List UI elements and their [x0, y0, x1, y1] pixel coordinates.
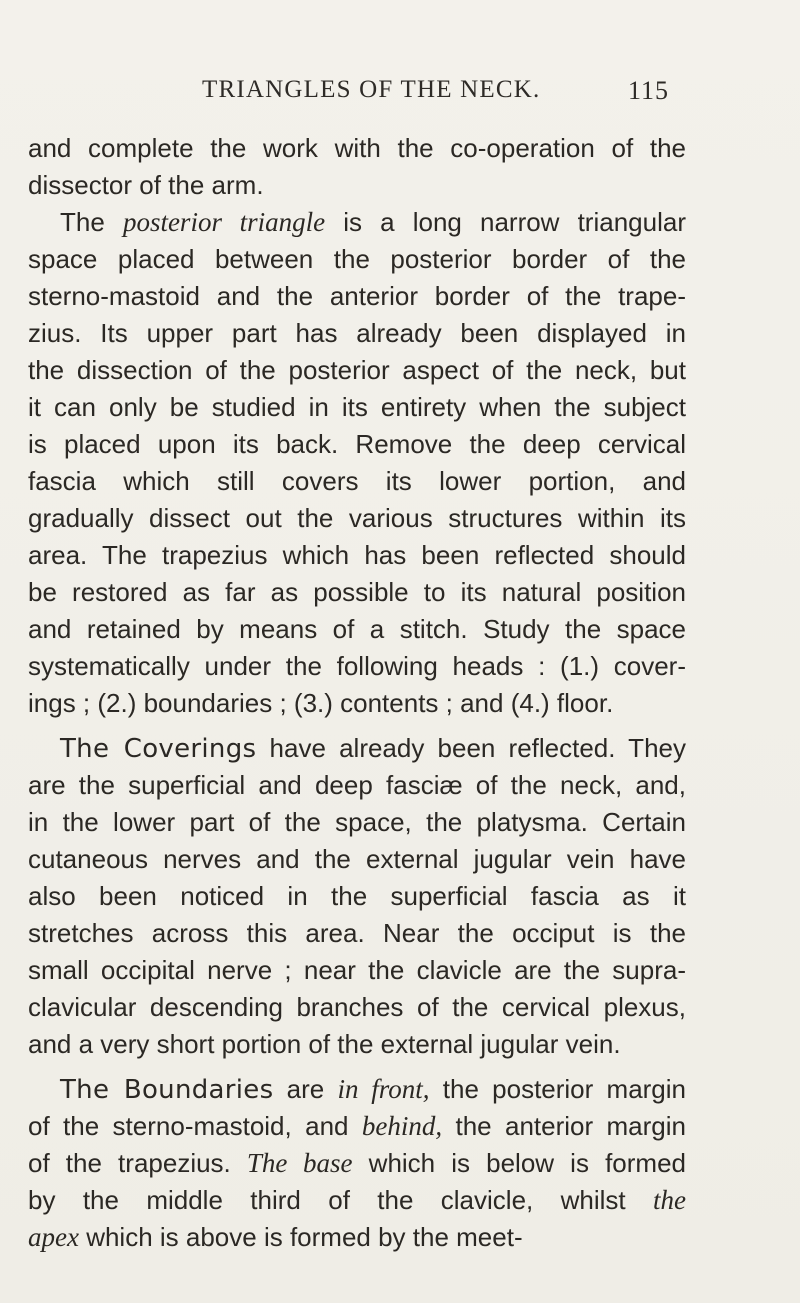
text-run: have already been reflected. They: [256, 733, 686, 763]
text-line: and complete the work with the co-operation of the: [28, 133, 686, 163]
text-line: it can only be studied in its entirety when the subject: [28, 392, 686, 422]
text-line: [28, 1071, 686, 1108]
text-line: clavicular descending branches of the cervical plexus,: [28, 992, 686, 1022]
italic-term: posterior triangle: [122, 207, 326, 237]
text-line: stretches across this area. Near the occiput is the: [28, 918, 686, 948]
text-line: cutaneous nerves and the external jugular vein have: [28, 844, 686, 874]
italic-term: apex: [28, 1222, 79, 1252]
running-title: TRIANGLES OF THE NECK.: [202, 76, 541, 103]
text-line: gradually dissect out the various structures within its: [28, 503, 686, 533]
text-line: and a very short portion of the external jugular vein.: [28, 1029, 621, 1059]
section-heading-coverings: The Coverings: [60, 734, 257, 764]
text-line: ings ; (2.) boundaries ; (3.) contents ; and (4.) floor.: [28, 688, 614, 718]
text-line: dissector of the arm.: [28, 170, 264, 200]
text-line: are the superficial and deep fasciæ of the neck, and,: [28, 770, 686, 800]
text-run: are: [273, 1074, 338, 1104]
text-line: [28, 1182, 686, 1219]
text-line: [28, 730, 686, 767]
text-run: The: [60, 207, 123, 237]
text-line: also been noticed in the superficial fascia as it: [28, 881, 686, 911]
text-line: small occipital nerve ; near the clavicle are the supra-: [28, 955, 686, 985]
text-line: [28, 1145, 686, 1182]
text-run: by the middle third of the clavicle, whilst: [28, 1185, 653, 1215]
text-line: [28, 204, 686, 241]
paragraph-gap: [28, 722, 686, 730]
text-line: in the lower part of the space, the platysma. Certain: [28, 807, 686, 837]
italic-term: in front,: [337, 1074, 430, 1104]
text-line: the dissection of the posterior aspect of the neck, but: [28, 355, 686, 385]
text-run: which is below is formed: [352, 1148, 686, 1178]
text-line: sterno-mastoid and the anterior border of the trape-: [28, 281, 686, 311]
text-line: be restored as far as possible to its natural position: [28, 577, 686, 607]
text-line: [28, 1108, 686, 1145]
body-text: [28, 130, 686, 1256]
text-run: the posterior margin: [429, 1074, 687, 1104]
text-run: the anterior margin: [442, 1111, 686, 1141]
paragraph-gap: [28, 1063, 686, 1071]
section-heading-boundaries: The Boundaries: [60, 1075, 274, 1105]
text-run: which is above is formed by the meet-: [78, 1222, 523, 1252]
italic-term: The base: [246, 1148, 353, 1178]
page-header: [0, 76, 800, 116]
text-run: is a long narrow triangular: [325, 207, 686, 237]
italic-term: behind,: [361, 1111, 443, 1141]
text-line: systematically under the following heads : (1.) cover-: [28, 651, 686, 681]
text-line: zius. Its upper part has already been displayed in: [28, 318, 686, 348]
text-line: and retained by means of a stitch. Study the space: [28, 614, 686, 644]
text-line: [28, 1219, 686, 1256]
text-line: space placed between the posterior border of the: [28, 244, 686, 274]
text-line: fascia which still covers its lower portion, and: [28, 466, 686, 496]
text-run: of the sterno-mastoid, and: [28, 1111, 362, 1141]
text-run: of the trapezius.: [28, 1148, 247, 1178]
italic-term: the: [653, 1185, 686, 1215]
text-line: area. The trapezius which has been reflected should: [28, 540, 686, 570]
page-number: 115: [628, 76, 670, 105]
text-line: is placed upon its back. Remove the deep cervical: [28, 429, 686, 459]
